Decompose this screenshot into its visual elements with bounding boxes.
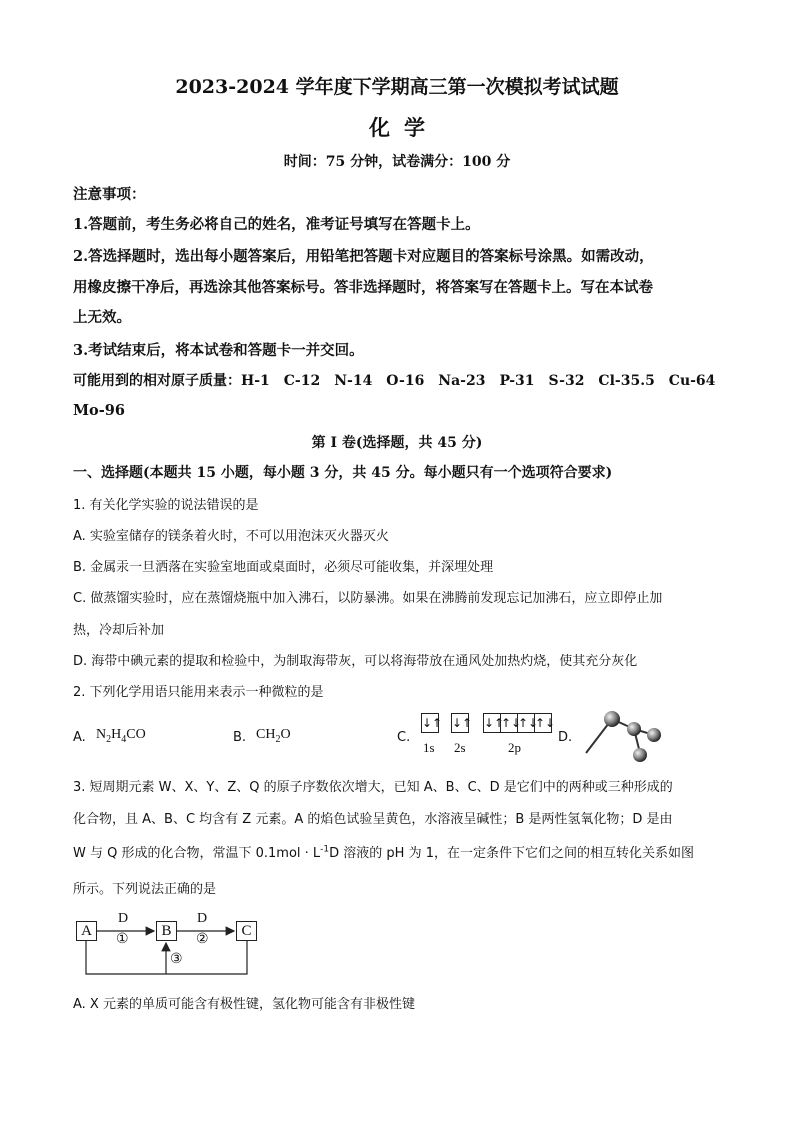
- q3-line1: 3. 短周期元素 W、X、Y、Z、Q 的原子序数依次增大，已知 A、B、C、D 是它们中的两种或三种形成的: [73, 780, 673, 795]
- q1-option-d: D. 海带中碘元素的提取和检验中，为制取海带灰，可以将海带放在通风处加热灼烧，使其充分灰化: [73, 654, 638, 669]
- arrow1-reagent: D: [118, 911, 129, 926]
- q2-option-b-formula: $CH_2O$: [256, 727, 291, 745]
- time-info: 时间：75 分钟，试卷满分：100 分: [283, 154, 511, 170]
- notes-heading: 注意事项：: [73, 186, 146, 203]
- q3-option-a: A. X 元素的单质可能含有极性键，氢化物可能含有非极性键: [73, 997, 415, 1012]
- q2-option-a-label: A.: [73, 730, 86, 745]
- diagram-arrows: [70, 905, 270, 980]
- q3-line4: 所示。下列说法正确的是: [73, 882, 217, 897]
- atom-ball: [604, 711, 620, 727]
- orbital-label-2p: 2p: [508, 740, 521, 755]
- note-item-2-line3: 上无效。: [73, 309, 131, 326]
- note-item-3: 3.考试结束后，将本试卷和答题卡一并交回。: [73, 342, 364, 359]
- box-c: C: [236, 921, 257, 941]
- orbital-box-2p-2: ↑↓: [500, 713, 518, 733]
- atom-ball: [633, 748, 647, 762]
- q1-option-b: B. 金属汞一旦洒落在实验室地面或桌面时，必须尽可能收集，并深埋处理: [73, 560, 494, 575]
- section-instructions: 一、选择题(本题共 15 小题，每小题 3 分，共 45 分。每小题只有一个选项符合要求): [73, 465, 613, 481]
- subject-title: 化学: [369, 115, 439, 140]
- note-item-2-line1: 2.答选择题时，选出每小题答案后，用铅笔把答题卡对应题目的答案标号涂黑。如需改动，: [73, 248, 654, 265]
- q2-option-d-label: D.: [558, 730, 573, 745]
- arrow2-reagent: D: [197, 911, 208, 926]
- q1-option-c-line2: 热，冷却后补加: [73, 623, 165, 638]
- q2-stem: 2. 下列化学用语只能用来表示一种微粒的是: [73, 685, 324, 700]
- q1-option-a: A. 实验室储存的镁条着火时，不可以用泡沫灭火器灭火: [73, 529, 389, 544]
- q1-stem: 1. 有关化学实验的说法错误的是: [73, 498, 259, 513]
- orbital-box-2p-3: ↑↓: [517, 713, 535, 733]
- exam-title: 2023-2024 学年度下学期高三第一次模拟考试试题: [175, 76, 619, 98]
- orbital-box-2p-1: ↓↑: [483, 713, 501, 733]
- q1-option-c-line1: C. 做蒸馏实验时，应在蒸馏烧瓶中加入沸石，以防暴沸。如果在沸腾前发现忘记加沸石，应立即停止加: [73, 591, 663, 606]
- box-b: B: [156, 921, 177, 941]
- note-item-1: 1.答题前，考生务必将自己的姓名，准考证号填写在答题卡上。: [73, 216, 480, 233]
- ball-stick-model: [578, 705, 668, 767]
- arrow1-step: ①: [116, 932, 129, 947]
- q3-line2: 化合物，且 A、B、C 均含有 Z 元素。A 的焰色试验呈黄色，水溶液呈碱性；B 是两性氢氧化物；D 是由: [73, 812, 673, 827]
- atomic-mass-line1: 可能用到的相对原子质量：H-1 C-12 N-14 O-16 Na-23 P-31 S-32 Cl-35.5 Cu-64: [73, 373, 716, 389]
- orbital-box-1s: ↓↑: [421, 713, 439, 733]
- q3-line3: W 与 Q 形成的化合物，常温下 $0.1mol \cdot L^{-1}D$ 溶液的 pH 为 1，在一定条件下它们之间的相互转化关系如图: [73, 844, 694, 861]
- atomic-mass-line2: Mo-96: [73, 402, 125, 419]
- atom-ball: [647, 728, 661, 742]
- box-a: A: [76, 921, 97, 941]
- q2-option-a-formula: $N_2H_4CO$: [96, 727, 146, 745]
- arrow2-step: ②: [196, 932, 209, 947]
- part-title: 第 I 卷(选择题，共 45 分): [311, 435, 483, 451]
- orbital-label-1s: 1s: [423, 740, 435, 755]
- orbital-label-2s: 2s: [454, 740, 466, 755]
- q2-option-b-label: B.: [233, 730, 247, 745]
- q2-option-c-label: C.: [397, 730, 411, 745]
- atom-ball: [627, 722, 641, 736]
- orbital-box-2p-4: ↑↓: [534, 713, 552, 733]
- note-item-2-line2: 用橡皮擦干净后，再选涂其他答案标号。答非选择题时，将答案写在答题卡上。写在本试卷: [73, 279, 653, 296]
- arrow3-step: ③: [170, 952, 183, 967]
- orbital-box-2s: ↓↑: [451, 713, 469, 733]
